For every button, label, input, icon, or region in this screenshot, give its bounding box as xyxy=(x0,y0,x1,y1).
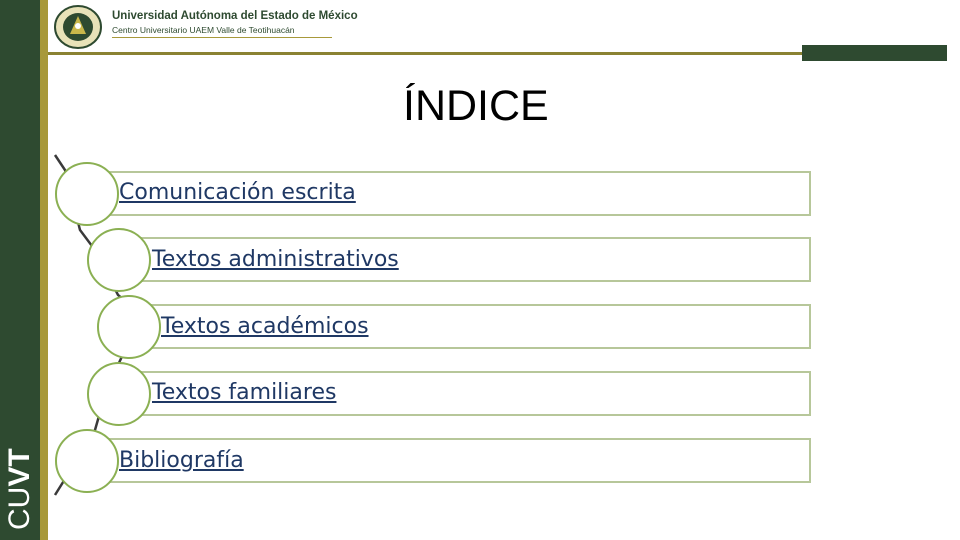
index-item-bullet xyxy=(55,162,119,226)
index-link-bibliografia[interactable]: Bibliografía xyxy=(119,448,244,473)
page-title: ÍNDICE xyxy=(403,82,549,130)
header-rule xyxy=(48,52,803,55)
index-link-textos-familiares[interactable]: Textos familiares xyxy=(152,380,337,405)
index-link-textos-administrativos[interactable]: Textos administrativos xyxy=(152,247,399,272)
index-item-bullet xyxy=(87,228,151,292)
university-crest-logo xyxy=(53,4,103,50)
sidebar-brand-bold: VT xyxy=(3,448,36,487)
index-item-bullet xyxy=(97,295,161,359)
institution-name: Universidad Autónoma del Estado de México xyxy=(112,10,358,22)
sidebar-brand-light: CU xyxy=(3,486,36,530)
sidebar-accent-band xyxy=(40,0,48,540)
index-link-textos-academicos[interactable]: Textos académicos xyxy=(161,314,369,339)
index-item-bullet xyxy=(87,362,151,426)
sidebar-brand xyxy=(3,448,37,530)
index-item-bullet xyxy=(55,429,119,493)
header-accent-block xyxy=(802,45,947,61)
index-link-comunicacion-escrita[interactable]: Comunicación escrita xyxy=(119,180,356,205)
campus-name: Centro Universitario UAEM Valle de Teotihuacán xyxy=(112,25,295,35)
logo-divider xyxy=(112,37,332,38)
